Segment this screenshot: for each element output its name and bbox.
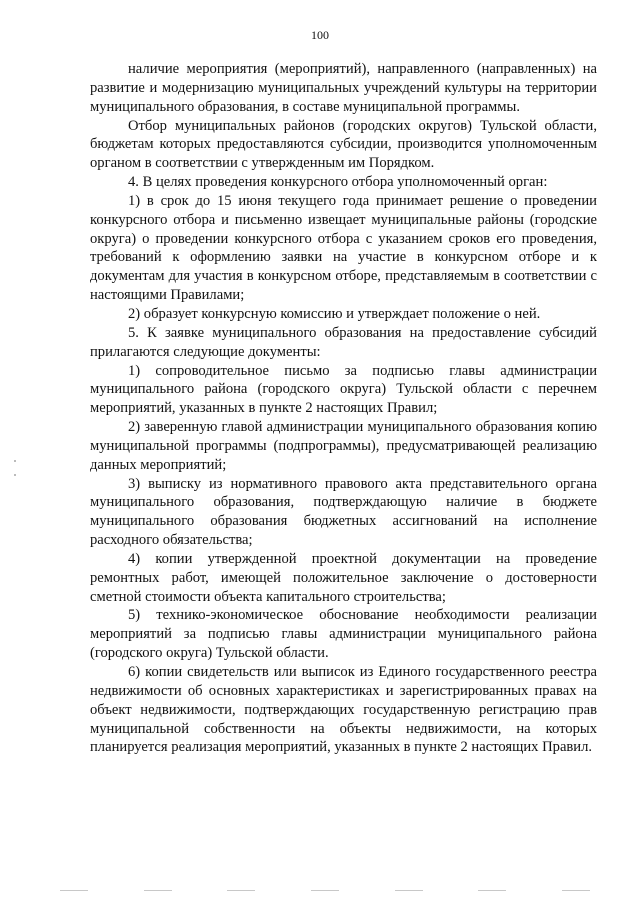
scan-mark xyxy=(14,474,16,476)
scan-footer-marks xyxy=(60,890,590,894)
paragraph-item-4-2: 2) образует конкурсную комиссию и утверждает положение о ней. xyxy=(128,305,541,322)
paragraph-item-4-1: 1) в срок до 15 июня текущего года принимает решение о проведении конкурсного отбора и письменно извещает муниципальные районы (городские округа) о проведении конкурсного отбора с указанием сроков его проведения, требований к оформлению заявки на участие в конкурсном отборе и к документам для участия в конкурсном отборе, представляемым в соответствии с настоящими Правилами; xyxy=(90,192,597,304)
document-body xyxy=(90,60,597,757)
scan-mark xyxy=(395,890,423,891)
paragraph-item-5-3: 3) выписку из нормативного правового акта представительного органа муниципального образования, подтверждающую наличие в бюджете муниципального образования бюджетных ассигнований на исполнение расходного обязательства; xyxy=(90,475,597,549)
paragraph-item-5-6: 6) копии свидетельств или выписок из Единого государственного реестра недвижимости об основных характеристиках и зарегистрированных правах на объект недвижимости, подтверждающих государственную регистрацию прав муниципальной собственности на объекты недвижимости, на которых планируется реализация мероприятий, указанных в пункте 2 настоящих Правил. xyxy=(90,664,597,756)
scan-mark xyxy=(227,890,255,891)
scan-mark xyxy=(478,890,506,891)
scan-mark xyxy=(562,890,590,891)
scan-mark xyxy=(144,890,172,891)
paragraph-item-5-4: 4) копии утвержденной проектной документации на проведение ремонтных работ, имеющей положительное заключение о достоверности сметной стоимости объекта капитального строительства; xyxy=(90,550,597,605)
scan-mark xyxy=(14,460,16,462)
paragraph-item-5: 5. К заявке муниципального образования на предоставление субсидий прилагаются следующие документы: xyxy=(90,324,597,360)
paragraph-continuation: наличие мероприятия (мероприятий), направленного (направленных) на развитие и модернизацию муниципальных учреждений культуры на территории муниципального образования, в составе муниципальной программы. xyxy=(90,61,597,115)
paragraph-item-5-1: 1) сопроводительное письмо за подписью главы администрации муниципального района (городского округа) Тульской области с перечнем мероприятий, указанных в пункте 2 настоящих Правил; xyxy=(90,362,597,417)
paragraph-item-5-5: 5) технико-экономическое обоснование необходимости реализации мероприятий за подписью главы администрации муниципального района (городского округа) Тульской области. xyxy=(90,607,597,662)
scan-mark xyxy=(60,890,88,891)
paragraph-selection-order: Отбор муниципальных районов (городских округов) Тульской области, бюджетам которых предоставляются субсидии, производится уполномоченным органом в соответствии с утвержденным им Порядком. xyxy=(90,117,597,172)
page-number: 100 xyxy=(311,28,329,42)
paragraph-item-5-2: 2) заверенную главой администрации муниципального образования копию муниципальной программы (подпрограммы), предусматривающей реализацию данных мероприятий; xyxy=(90,419,597,473)
scan-mark xyxy=(311,890,339,891)
paragraph-item-4: 4. В целях проведения конкурсного отбора уполномоченный орган: xyxy=(128,174,548,191)
scan-edge-marks xyxy=(14,460,16,490)
